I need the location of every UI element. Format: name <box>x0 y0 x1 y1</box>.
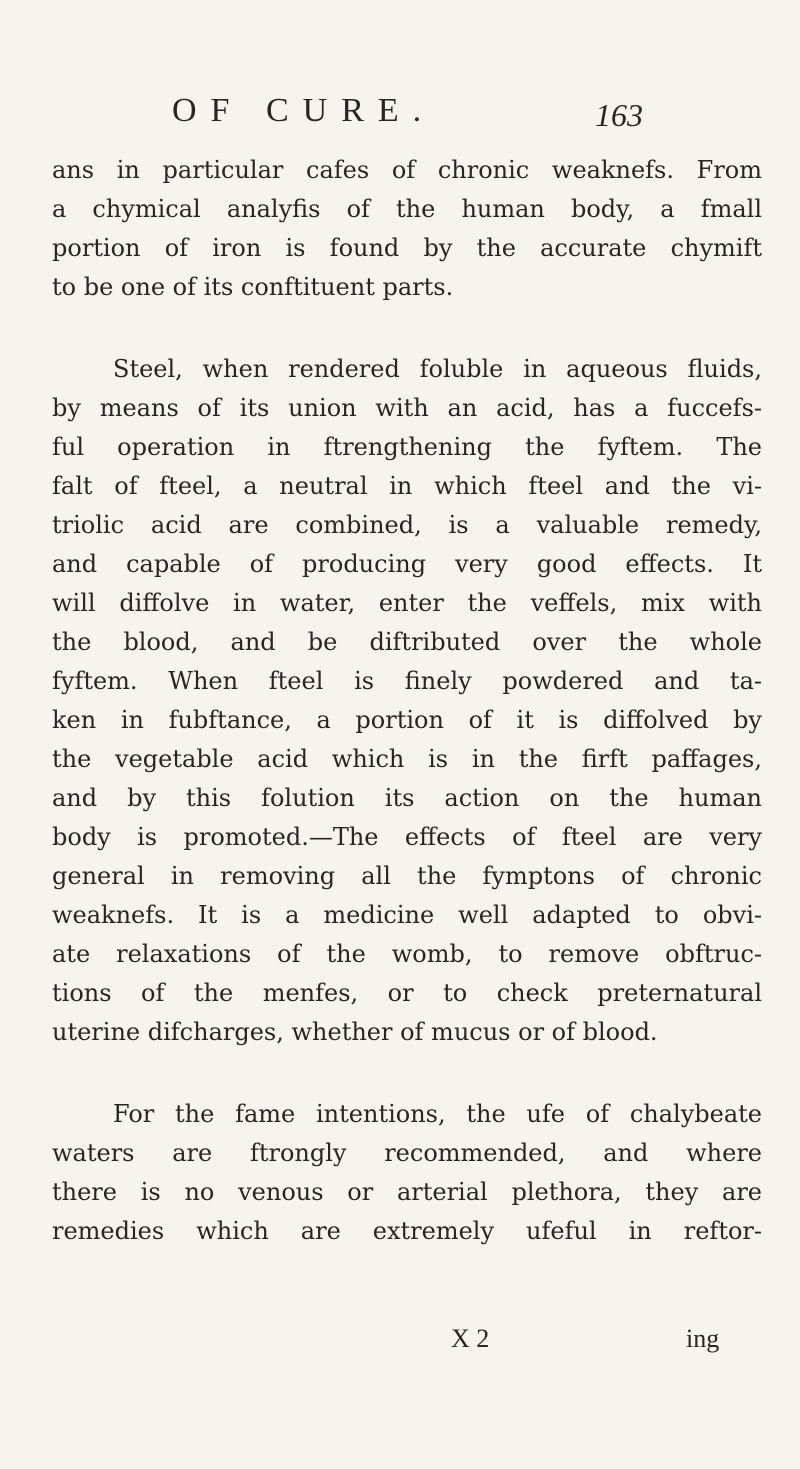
body-text <box>52 151 762 1251</box>
text-line: portion of iron is found by the accurate chymift <box>52 234 762 262</box>
text-line: a chymical analyfis of the human body, a fmall <box>52 195 762 223</box>
text-line: to be one of its conftituent parts. <box>52 273 454 301</box>
text-line: ate relaxations of the womb, to remove obftruc- <box>52 940 762 968</box>
text-line: uterine difcharges, whether of mucus or of blood. <box>52 1018 658 1046</box>
paragraph-1 <box>52 151 762 307</box>
text-line: waters are ftrongly recommended, and where <box>52 1139 762 1167</box>
text-line: and capable of producing very good effects. It <box>52 550 762 578</box>
paragraph-3 <box>52 1095 762 1251</box>
paragraph-2 <box>52 350 762 1052</box>
text-line: will diffolve in water, enter the veffels, mix with <box>52 589 762 617</box>
text-line: by means of its union with an acid, has a fuccefs- <box>52 394 762 422</box>
text-line: the vegetable acid which is in the firft paffages, <box>52 745 762 773</box>
text-line: the blood, and be diftributed over the whole <box>52 628 762 656</box>
text-line: and by this folution its action on the human <box>52 784 762 812</box>
text-line: body is promoted.—The effects of fteel are very <box>52 823 762 851</box>
signature-mark: X 2 <box>451 1324 490 1353</box>
text-line: For the fame intentions, the ufe of chalybeate <box>113 1100 762 1128</box>
paragraph-spacer <box>52 307 762 350</box>
text-line: ken in fubftance, a portion of it is diffolved by <box>52 706 762 734</box>
text-line: general in removing all the fymptons of chronic <box>52 862 762 890</box>
paragraph-spacer <box>52 1052 762 1095</box>
page-number: 163 <box>595 97 643 133</box>
text-line: Steel, when rendered foluble in aqueous fluids, <box>113 355 762 383</box>
text-line: falt of fteel, a neutral in which fteel and the vi- <box>52 472 762 500</box>
running-title: OF CURE. <box>172 92 436 129</box>
text-line: remedies which are extremely ufeful in reftor- <box>52 1217 762 1245</box>
text-line: weaknefs. It is a medicine well adapted to obvi- <box>52 901 762 929</box>
text-line: ans in particular cafes of chronic weaknefs. From <box>52 156 762 184</box>
text-line: there is no venous or arterial plethora, they are <box>52 1178 762 1206</box>
text-line: tions of the menfes, or to check preternatural <box>52 979 762 1007</box>
page-header <box>0 86 800 136</box>
page-footer <box>52 1319 762 1359</box>
text-line: triolic acid are combined, is a valuable remedy, <box>52 511 762 539</box>
text-line: fyftem. When fteel is finely powdered and ta- <box>52 667 762 695</box>
catchword: ing <box>686 1324 720 1353</box>
text-line: ful operation in ftrengthening the fyftem. The <box>52 433 762 461</box>
